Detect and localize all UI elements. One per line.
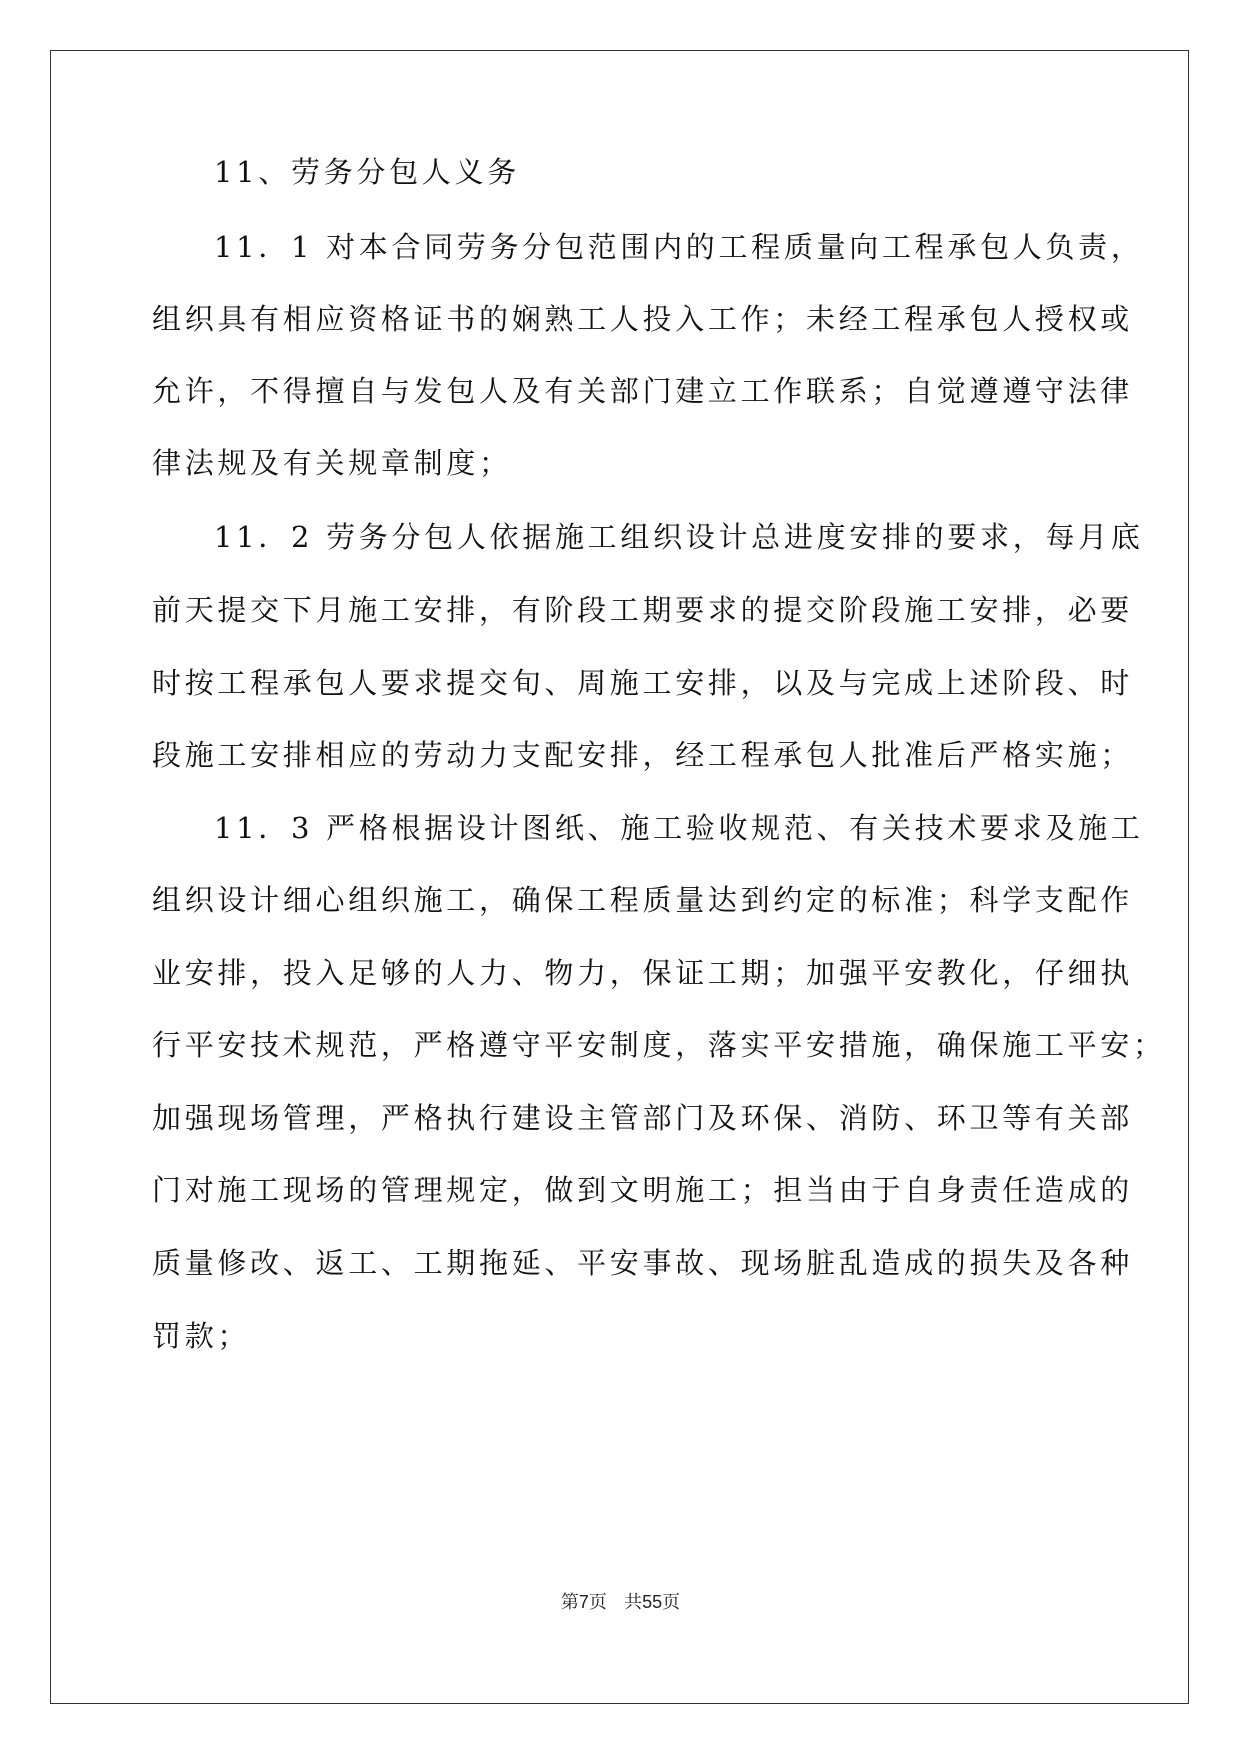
footer-page-suffix: 页 [588, 1592, 607, 1613]
footer-total-prefix: 共 [624, 1592, 643, 1613]
current-page-number: 7 [578, 1592, 589, 1612]
page-footer [0, 1590, 1241, 1615]
paragraph-line: 业安排，投入足够的人力、物力，保证工期；加强平安教化，仔细执 [152, 956, 1134, 990]
section-heading: 11、劳务分包人义务 [214, 155, 520, 189]
paragraph-line: 11．1 对本合同劳务分包范围内的工程质量向工程承包人负责， [214, 230, 1144, 264]
paragraph-line: 前天提交下月施工安排，有阶段工期要求的提交阶段施工安排，必要 [152, 593, 1134, 627]
paragraph-line: 段施工安排相应的劳动力支配安排，经工程承包人批准后严格实施； [152, 738, 1134, 772]
paragraph-line: 律法规及有关规章制度； [152, 446, 512, 480]
paragraph-line: 质量修改、返工、工期拖延、平安事故、现场脏乱造成的损失及各种 [152, 1246, 1134, 1280]
paragraph-line: 加强现场管理，严格执行建设主管部门及环保、消防、环卫等有关部 [152, 1101, 1134, 1135]
paragraph-line: 时按工程承包人要求提交旬、周施工安排，以及与完成上述阶段、时 [152, 666, 1134, 700]
paragraph-line: 罚款； [152, 1319, 251, 1353]
paragraph-line: 组织具有相应资格证书的娴熟工人投入工作；未经工程承包人授权或 [152, 302, 1134, 336]
paragraph-line: 11．2 劳务分包人依据施工组织设计总进度安排的要求，每月底 [214, 520, 1144, 554]
paragraph-line: 行平安技术规范，严格遵守平安制度，落实平安措施，确保施工平安； [152, 1028, 1166, 1062]
total-pages-number: 55 [642, 1592, 663, 1612]
paragraph-line: 允许，不得擅自与发包人及有关部门建立工作联系；自觉遵遵守法律 [152, 374, 1134, 408]
footer-prefix: 第 [560, 1592, 579, 1613]
paragraph-line: 组织设计细心组织施工，确保工程质量达到约定的标准；科学支配作 [152, 883, 1134, 917]
footer-total-suffix: 页 [662, 1592, 681, 1613]
paragraph-line: 门对施工现场的管理规定，做到文明施工；担当由于自身责任造成的 [152, 1173, 1134, 1207]
paragraph-line: 11．3 严格根据设计图纸、施工验收规范、有关技术要求及施工 [214, 811, 1144, 845]
page-border [50, 50, 1189, 1704]
